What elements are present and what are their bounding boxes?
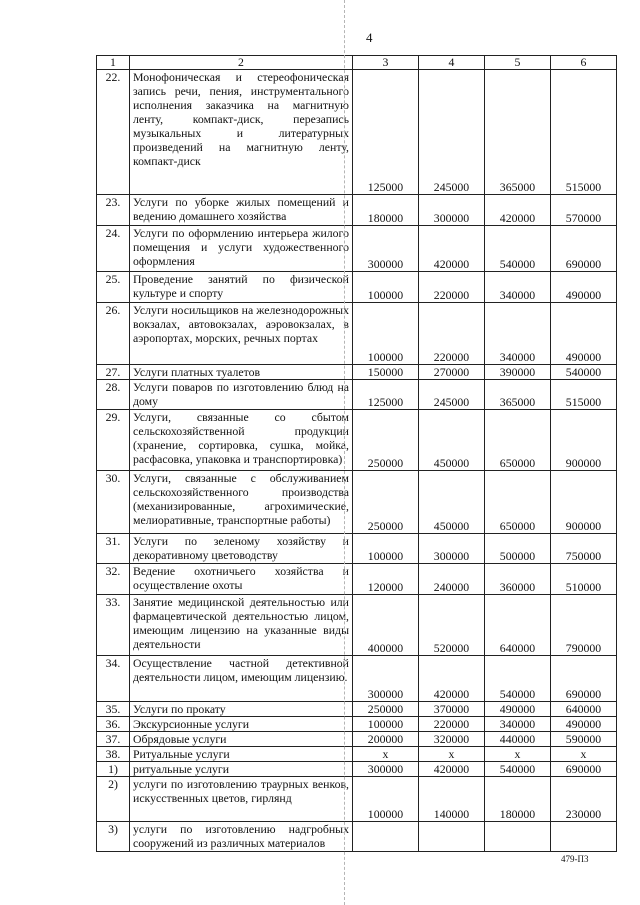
value-col-6: 515000 [551,70,617,195]
value-col-4 [419,822,485,852]
value-col-4: 220000 [419,272,485,303]
table-row [97,534,617,564]
table-row [97,595,617,656]
value-col-5: 440000 [485,732,551,747]
value-col-5: 340000 [485,272,551,303]
value-col-4: 420000 [419,656,485,702]
value-col-6: 640000 [551,702,617,717]
table-row [97,762,617,777]
table-row [97,656,617,702]
header-row [97,56,617,70]
value-col-4: 300000 [419,534,485,564]
row-number: 3) [97,822,130,852]
table-row [97,564,617,595]
row-number: 24. [97,226,130,272]
value-col-4: 420000 [419,762,485,777]
row-number: 27. [97,365,130,380]
row-number: 1) [97,762,130,777]
value-col-4: 450000 [419,410,485,471]
table-row [97,195,617,226]
table-row [97,732,617,747]
table-row [97,822,617,852]
service-description: услуги по изготовлению траурных венков, искусственных цветов, гирлянд [130,777,353,822]
value-col-3: 300000 [353,226,419,272]
table-row [97,410,617,471]
value-col-5: 390000 [485,365,551,380]
row-number: 31. [97,534,130,564]
value-col-3: 125000 [353,380,419,410]
value-col-5: 340000 [485,717,551,732]
fold-line [344,0,345,905]
table-row [97,226,617,272]
value-col-4: 140000 [419,777,485,822]
table-row [97,702,617,717]
value-col-3: 250000 [353,410,419,471]
value-col-4: х [419,747,485,762]
value-col-6: 750000 [551,534,617,564]
value-col-5: 420000 [485,195,551,226]
value-col-3: 100000 [353,534,419,564]
service-description: Осуществление частной детективной деятельности лицом, имеющим лицензию. [130,656,353,702]
value-col-5: 365000 [485,70,551,195]
value-col-6: 490000 [551,272,617,303]
service-description: Ведение охотничьего хозяйства и осуществление охоты [130,564,353,595]
value-col-5: 490000 [485,702,551,717]
column-header: 4 [419,56,485,70]
value-col-6: 900000 [551,410,617,471]
service-description: Обрядовые услуги [130,732,353,747]
service-description: Услуги по прокату [130,702,353,717]
value-col-5: х [485,747,551,762]
value-col-5: 500000 [485,534,551,564]
table-row [97,747,617,762]
value-col-6: 690000 [551,762,617,777]
row-number: 28. [97,380,130,410]
value-col-5: 540000 [485,656,551,702]
table-row [97,70,617,195]
row-number: 30. [97,471,130,534]
value-col-4: 245000 [419,70,485,195]
value-col-3: 150000 [353,365,419,380]
value-col-4: 240000 [419,564,485,595]
value-col-3: 180000 [353,195,419,226]
value-col-4: 370000 [419,702,485,717]
value-col-4: 300000 [419,195,485,226]
value-col-5: 360000 [485,564,551,595]
value-col-3: 300000 [353,656,419,702]
value-col-6: 230000 [551,777,617,822]
column-header: 5 [485,56,551,70]
value-col-3: 300000 [353,762,419,777]
value-col-5: 540000 [485,226,551,272]
value-col-4: 420000 [419,226,485,272]
value-col-4: 220000 [419,303,485,365]
value-col-4: 220000 [419,717,485,732]
value-col-3: 200000 [353,732,419,747]
value-col-5: 365000 [485,380,551,410]
value-col-3: 250000 [353,471,419,534]
value-col-3: 400000 [353,595,419,656]
value-col-5 [485,822,551,852]
row-number: 25. [97,272,130,303]
row-number: 22. [97,70,130,195]
value-col-6: 540000 [551,365,617,380]
column-header: 3 [353,56,419,70]
row-number: 2) [97,777,130,822]
value-col-3: 125000 [353,70,419,195]
service-description: Услуги по уборке жилых помещений и ведению домашнего хозяйства [130,195,353,226]
value-col-3: 100000 [353,777,419,822]
row-number: 38. [97,747,130,762]
value-col-6: 790000 [551,595,617,656]
value-col-6: 490000 [551,717,617,732]
value-col-3: 250000 [353,702,419,717]
value-col-3: 100000 [353,717,419,732]
row-number: 29. [97,410,130,471]
service-description: Услуги по оформлению интерьера жилого помещения и услуги художественного оформления [130,226,353,272]
value-col-4: 520000 [419,595,485,656]
row-number: 36. [97,717,130,732]
value-col-4: 450000 [419,471,485,534]
table-row [97,303,617,365]
service-description: Услуги носильщиков на железнодорожных вокзалах, автовокзалах, аэровокзалах, в аэропортах, морских, речных портах [130,303,353,365]
row-number: 35. [97,702,130,717]
row-number: 34. [97,656,130,702]
service-description: Услуги, связанные с обслуживанием сельскохозяйственного производства (механизированные, агрохимические, мелиоративные, транспортные работы) [130,471,353,534]
value-col-5: 340000 [485,303,551,365]
value-col-6: 570000 [551,195,617,226]
value-col-6: 690000 [551,226,617,272]
service-description: ритуальные услуги [130,762,353,777]
service-description: Занятие медицинской деятельностью или фармацевтической деятельностью лицом, имеющим лицензию на указанные виды деятельности [130,595,353,656]
service-description: услуги по изготовлению надгробных сооружений из различных материалов [130,822,353,852]
row-number: 23. [97,195,130,226]
row-number: 37. [97,732,130,747]
value-col-5: 180000 [485,777,551,822]
value-col-6: 590000 [551,732,617,747]
value-col-6: 510000 [551,564,617,595]
value-col-4: 270000 [419,365,485,380]
value-col-6: х [551,747,617,762]
table-row [97,380,617,410]
service-description: Проведение занятий по физической культуре и спорту [130,272,353,303]
value-col-3: 120000 [353,564,419,595]
column-header: 6 [551,56,617,70]
table-row [97,717,617,732]
document-code: 479-П3 [561,854,589,864]
value-col-5: 640000 [485,595,551,656]
value-col-6: 515000 [551,380,617,410]
value-col-4: 320000 [419,732,485,747]
value-col-3: х [353,747,419,762]
service-description: Услуги поваров по изготовлению блюд на дому [130,380,353,410]
value-col-5: 540000 [485,762,551,777]
row-number: 26. [97,303,130,365]
service-description: Ритуальные услуги [130,747,353,762]
value-col-3: 100000 [353,272,419,303]
value-col-4: 245000 [419,380,485,410]
row-number: 33. [97,595,130,656]
value-col-5: 650000 [485,410,551,471]
table-row [97,272,617,303]
value-col-3 [353,822,419,852]
value-col-6: 690000 [551,656,617,702]
table-row [97,365,617,380]
page-number: 4 [366,30,373,45]
service-description: Услуги по зеленому хозяйству и декоративному цветоводству [130,534,353,564]
value-col-3: 100000 [353,303,419,365]
service-description: Услуги, связанные со сбытом сельскохозяйственной продукции (хранение, сортировка, сушка, мойка, расфасовка, упаковка и транспортировка) [130,410,353,471]
row-number: 32. [97,564,130,595]
value-col-6 [551,822,617,852]
table-row [97,471,617,534]
column-header: 1 [97,56,130,70]
table-row [97,777,617,822]
service-description: Услуги платных туалетов [130,365,353,380]
value-col-6: 490000 [551,303,617,365]
column-header: 2 [130,56,353,70]
value-col-5: 650000 [485,471,551,534]
service-description: Экскурсионные услуги [130,717,353,732]
service-description: Монофоническая и стереофоническая запись речи, пения, инструментального исполнения заказчика на магнитную ленту, компакт-диск, перезапись музыкальных и литературных произведений на магнитную ленту, компакт-диск [130,70,353,195]
tariff-table [96,55,617,852]
value-col-6: 900000 [551,471,617,534]
